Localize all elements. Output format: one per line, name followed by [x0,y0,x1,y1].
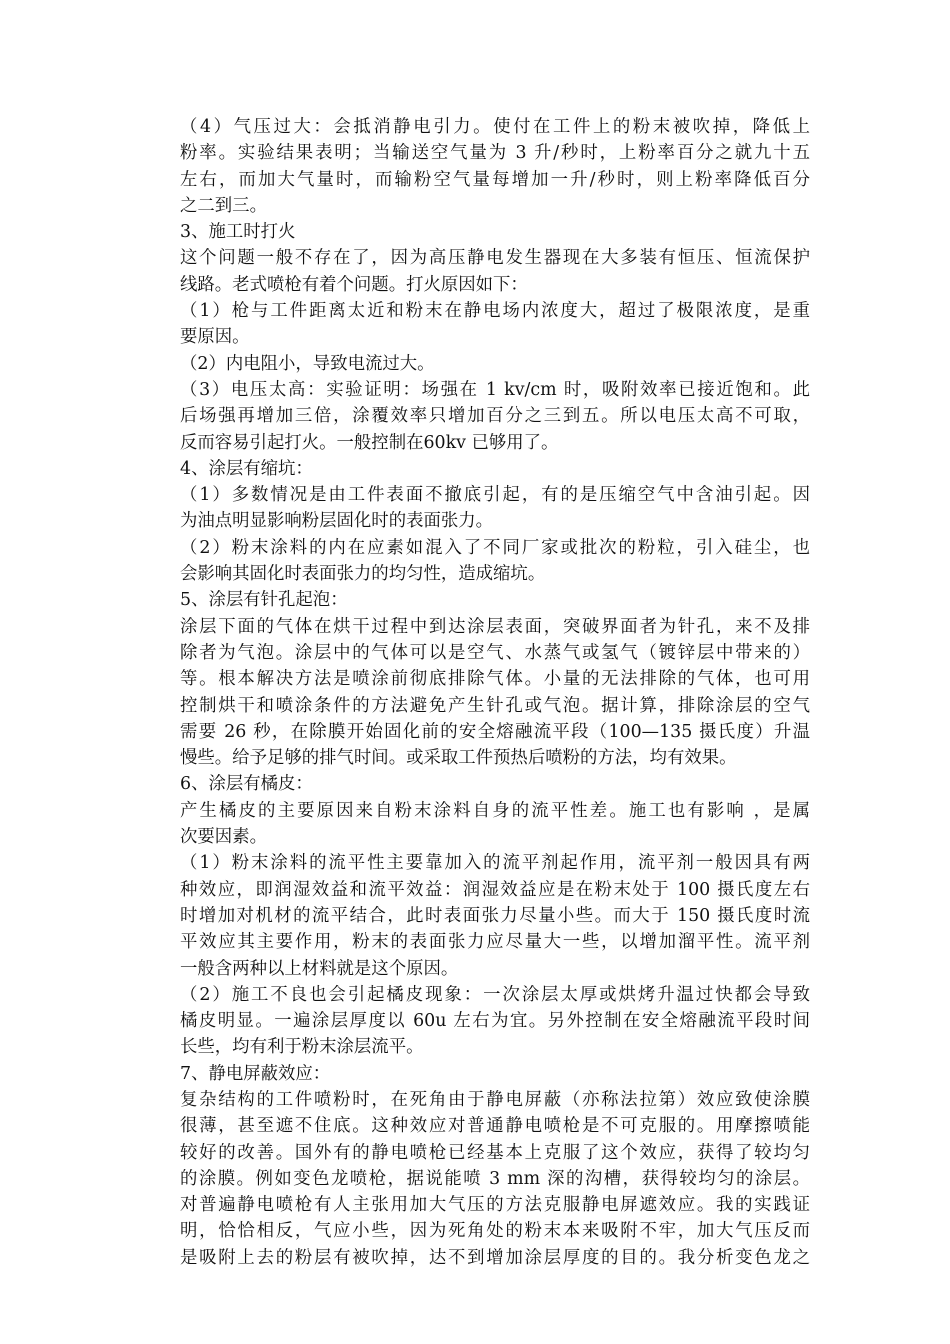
text-line: 线路。老式喷枪有着个问题。打火原因如下： [180,274,528,295]
text-line: 3、施工时打火 [180,222,296,243]
text-line: 后场强再增加三倍，涂覆效率只增加百分之三到五。所以电压太高不可取， [180,406,810,427]
text-line: 需要 26 秒，在除膜开始固化前的安全熔融流平段（100—135 摄氏度）升温 [180,721,810,742]
text-line: 复杂结构的工件喷粉时，在死角由于静电屏蔽（亦称法拉第）效应致使涂膜 [180,1089,810,1110]
text-line: （2）内电阻小，导致电流过大。 [180,353,435,374]
text-line: 橘皮明显。一遍涂层厚度以 60u 左右为宜。另外控制在安全熔融流平段时间 [180,1011,810,1032]
text-line: 7、静电屏蔽效应： [180,1063,331,1084]
text-line: （2）施工不良也会引起橘皮现象：一次涂层太厚或烘烤升温过快都会导致 [180,984,810,1005]
text-line: 对普遍静电喷枪有人主张用加大气压的方法克服静电屏遮效应。我的实践证 [180,1195,810,1216]
text-line: （1）多数情况是由工件表面不撤底引起，有的是压缩空气中含油引起。因 [180,485,810,506]
text-line: （1）枪与工件距离太近和粉末在静电场内浓度大，超过了极限浓度，是重 [180,301,810,322]
text-line: （3）电压太高：实验证明：场强在 1 kv/cm 时，吸附效率已接近饱和。此 [180,379,810,400]
text-line: 5、涂层有针孔起泡： [180,590,348,611]
text-line: 平效应其主要作用，粉末的表面张力应尽量大一些，以增加溜平性。流平剂 [180,932,810,953]
text-line: 除者为气泡。涂层中的气体可以是空气、水蒸气或氢气（镀锌层中带来的） [180,642,810,663]
text-line: 为油点明显影响粉层固化时的表面张力。 [180,511,494,532]
text-line: 等。根本解决方法是喷涂前彻底排除气体。小量的无法排除的气体，也可用 [180,669,810,690]
text-line: 明，恰恰相反，气应小些，因为死角处的粉末本来吸附不牢，加大气压反而 [180,1221,810,1242]
text-line: 时增加对机材的流平结合，此时表面张力尽量小些。而大于 150 摄氏度时流 [180,905,810,926]
text-line: 控制烘干和喷涂条件的方法避免产生针孔或气泡。据计算，排除涂层的空气 [180,695,810,716]
text-line: 粉率。实验结果表明；当输送空气量为 3 升/秒时，上粉率百分之就九十五 [180,143,810,164]
document-body [180,114,810,1271]
text-line: 种效应，即润湿效益和流平效益：润湿效益应是在粉末处于 100 摄氏度左右 [180,879,810,900]
text-line: 较好的改善。国外有的静电喷枪已经基本上克服了这个效应，获得了较均匀 [180,1142,810,1163]
text-line: 一般含两种以上材料就是这个原因。 [180,958,459,979]
text-line: 次要因素。 [180,827,267,848]
text-line: 反而容易引起打火。一般控制在60kv 已够用了。 [180,432,559,453]
text-line: （4）气压过大：会抵消静电引力。使付在工件上的粉末被吹掉，降低上 [180,117,810,137]
text-line: 之二到三。 [180,195,267,216]
text-line: 会影响其固化时表面张力的均匀性，造成缩坑。 [180,564,546,585]
text-line: 涂层下面的气体在烘干过程中到达涂层表面，突破界面者为针孔，来不及排 [180,616,810,637]
text-line: 长些，均有利于粉末涂层流平。 [180,1037,424,1058]
text-line: （2）粉末涂料的内在应素如混入了不同厂家或批次的粉粒，引入硅尘，也 [180,537,810,558]
text-line: 慢些。给予足够的排气时间。或采取工件预热后喷粉的方法，均有效果。 [180,748,737,769]
text-line: 是吸附上去的粉层有被吹掉，达不到增加涂层厚度的目的。我分析变色龙之 [180,1247,810,1268]
text-line: 的涂膜。例如变色龙喷枪，据说能喷 3 mm 深的沟槽，获得较均匀的涂层。 [180,1168,810,1189]
text-line: 6、涂层有橘皮： [180,774,313,795]
text-line: 4、涂层有缩坑： [180,458,313,479]
text-line: 左右，而加大气量时，而输粉空气量每增加一升/秒时，则上粉率降低百分 [180,169,810,190]
text-line: 产生橘皮的主要原因来自粉末涂料自身的流平性差。施工也有影响 ，是属 [180,800,810,821]
text-line: 很薄，甚至遮不住底。这种效应对普通静电喷枪是不可克服的。用摩擦喷能 [180,1116,810,1137]
text-line: 这个问题一般不存在了，因为高压静电发生器现在大多装有恒压、恒流保护 [180,248,810,269]
text-line: （1）粉末涂料的流平性主要靠加入的流平剂起作用，流平剂一般因具有两 [180,853,810,874]
text-line: 要原因。 [180,327,250,348]
